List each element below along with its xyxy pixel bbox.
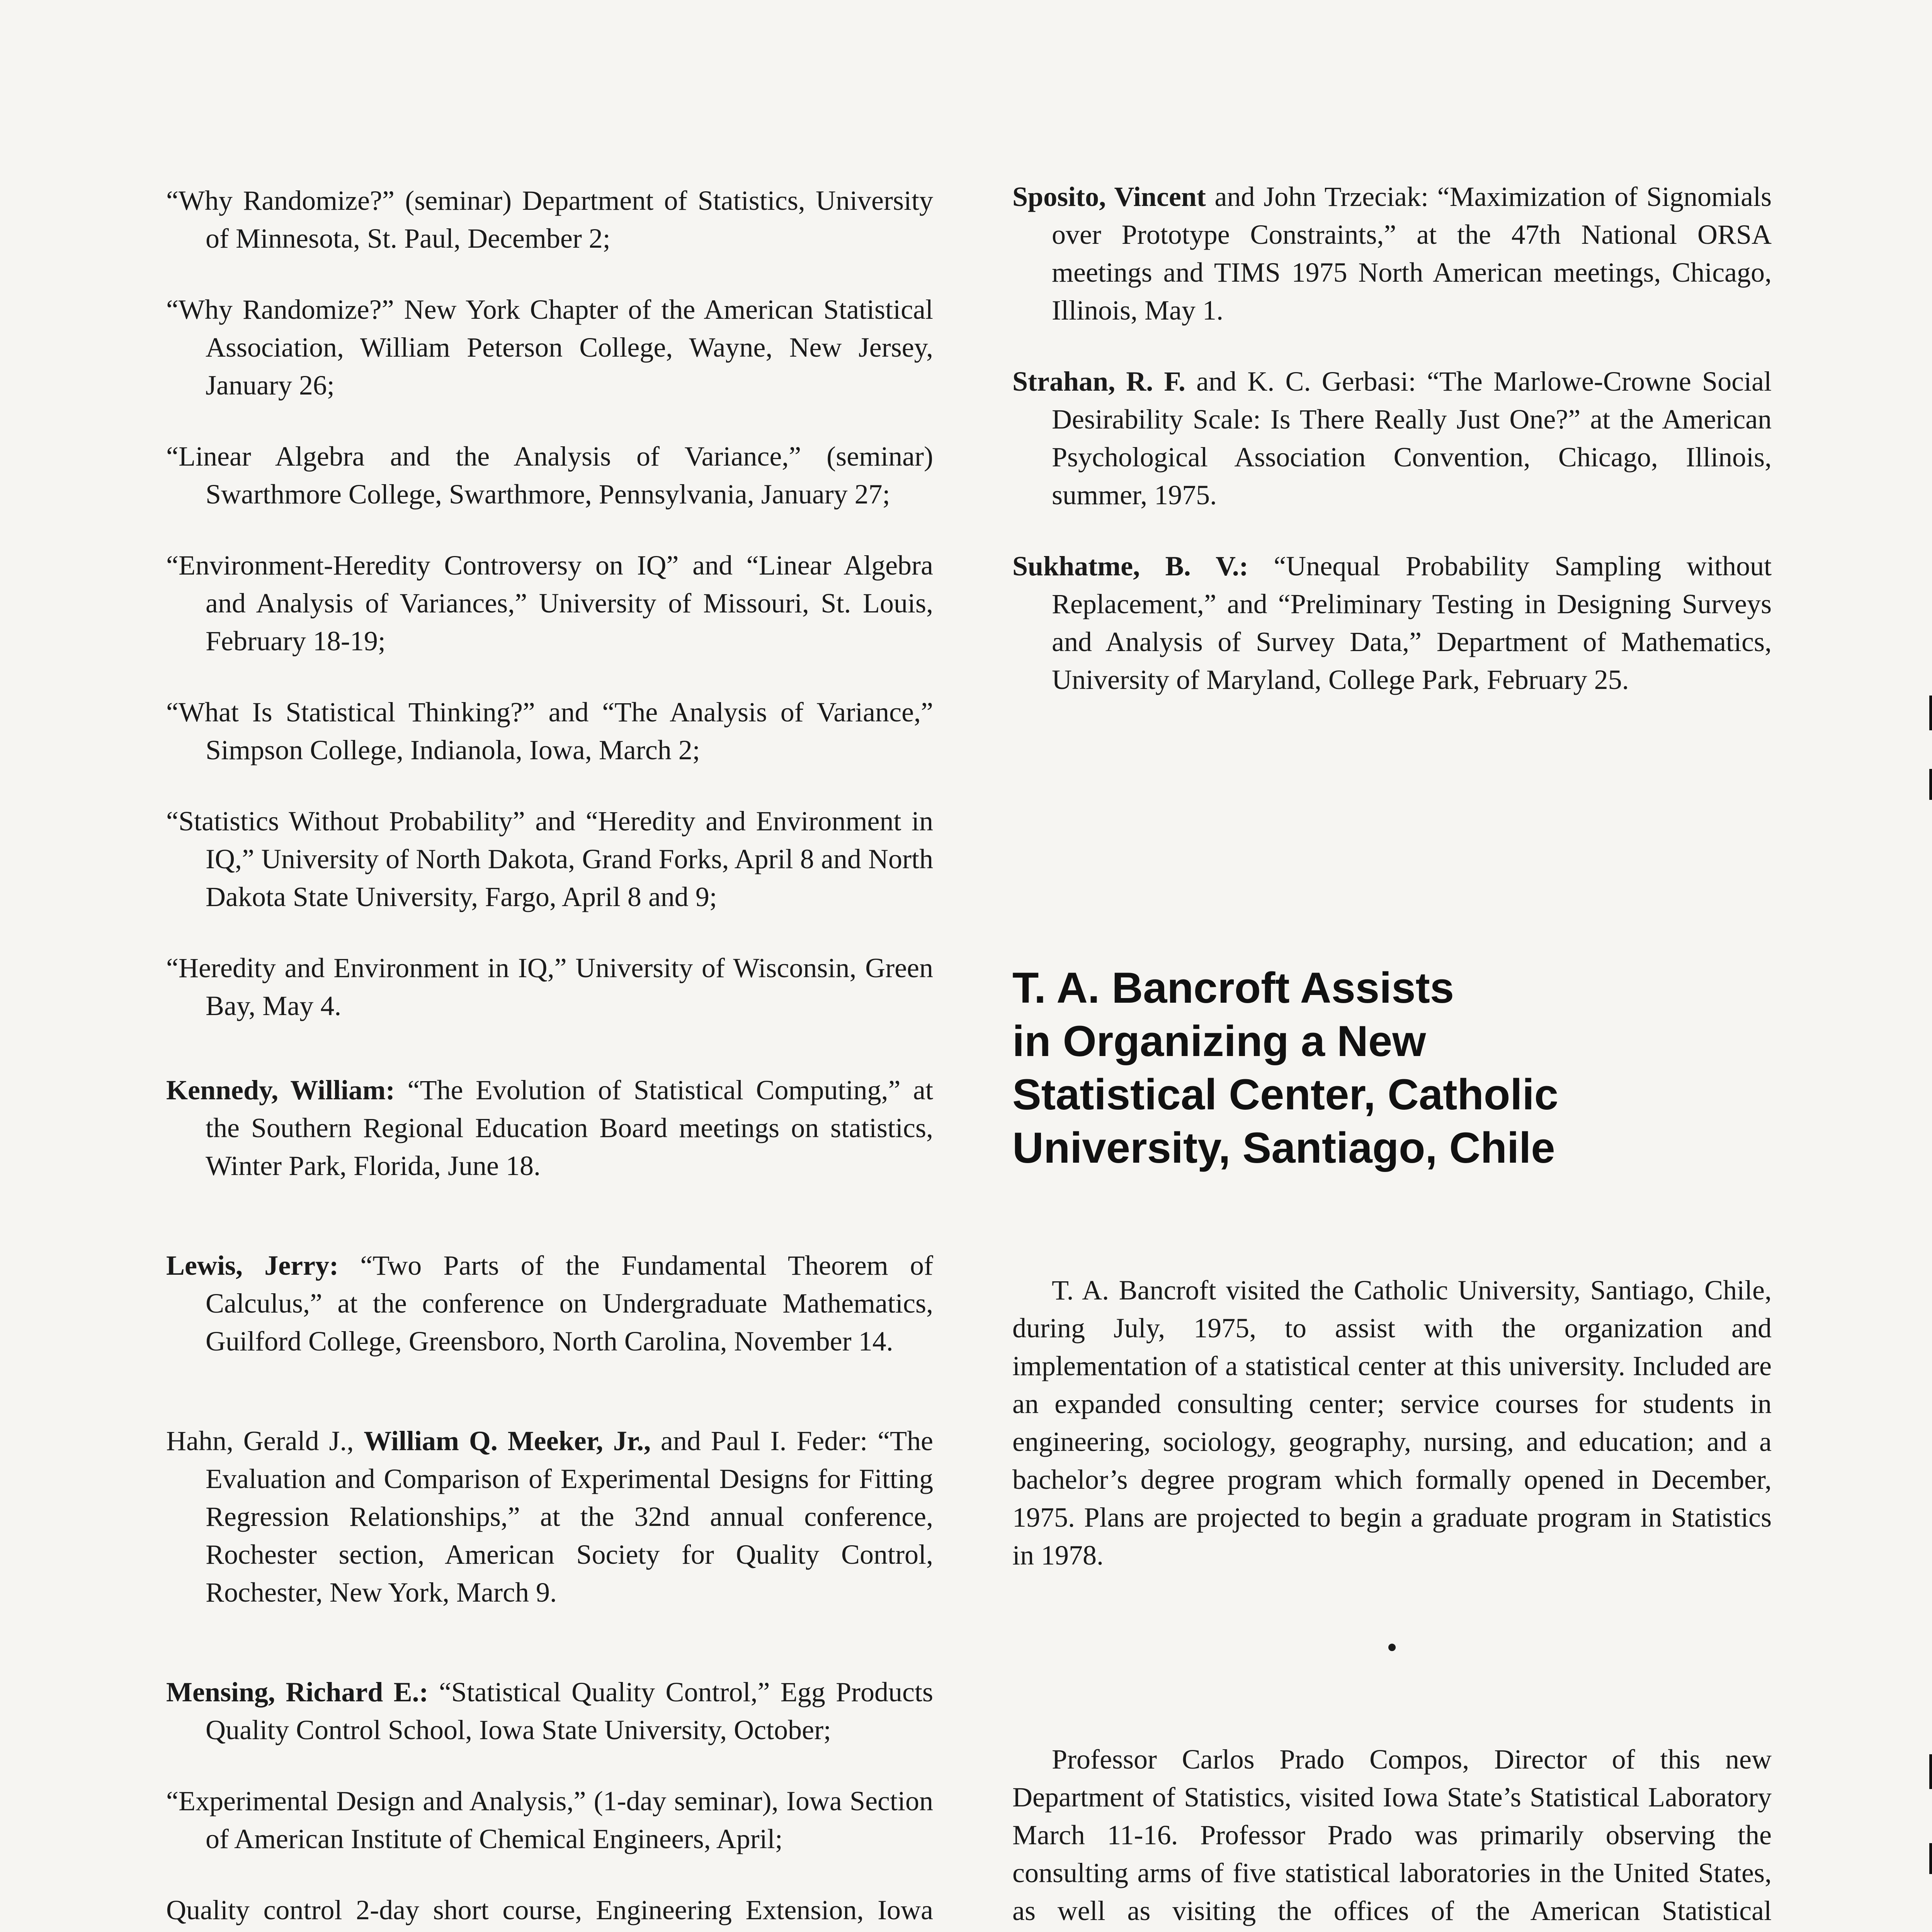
citation-entry: Sposito, Vincent and John Trzeciak: “Maximization of Signomials over Prototype Constraints,” at the 47th National ORSA meetings and TIMS 1975 North American meetings, Chicago, Illinois, May 1. bbox=[1012, 181, 1772, 326]
citation-entry: Lewis, Jerry: “Two Parts of the Fundamental Theorem of Calculus,” at the conference on Undergraduate Mathematics, Guilford College, Greensboro, North Carolina, November 14. bbox=[166, 1250, 933, 1357]
citation-entry: “What Is Statistical Thinking?” and “The Analysis of Variance,” Simpson College, Indianola, Iowa, March 2; bbox=[166, 697, 933, 765]
scan-mark bbox=[1929, 696, 1932, 730]
citation-entry: Strahan, R. F. and K. C. Gerbasi: “The Marlowe-Crowne Social Desirability Scale: Is There Really Just One?” at the American Psychological Association Convention, Chicago, Illinois, summer, 1975. bbox=[1012, 366, 1772, 510]
citation-entry: “Experimental Design and Analysis,” (1-day seminar), Iowa Section of American Institute of Chemical Engineers, April; bbox=[166, 1786, 933, 1854]
author-name: Lewis, Jerry: bbox=[166, 1250, 339, 1281]
right-column bbox=[1012, 178, 1772, 1932]
citation-entry: Mensing, Richard E.: “Statistical Quality Control,” Egg Products Quality Control School, Iowa State University, October; bbox=[166, 1677, 933, 1745]
citation-entry: Sukhatme, B. V.: “Unequal Probability Sampling without Replacement,” and “Preliminary Testing in Designing Surveys and Analysis of Survey Data,” Department of Mathematics, University of Maryland, College Park, February 25. bbox=[1012, 551, 1772, 695]
citation-entry: “Linear Algebra and the Analysis of Variance,” (seminar) Swarthmore College, Swarthmore, Pennsylvania, January 27; bbox=[166, 441, 933, 510]
article-heading: T. A. Bancroft Assists in Organizing a New Statistical Center, Catholic University, Santiago, Chile bbox=[1012, 964, 1558, 1172]
left-column bbox=[166, 182, 933, 1932]
scan-mark bbox=[1929, 1754, 1932, 1789]
author-name: Sposito, Vincent bbox=[1012, 181, 1206, 212]
scan-mark bbox=[1929, 769, 1932, 800]
author-name: Mensing, Richard E.: bbox=[166, 1677, 429, 1708]
citation-entry: “Why Randomize?” New York Chapter of the American Statistical Association, William Peterson College, Wayne, New Jersey, January 26; bbox=[166, 294, 933, 401]
article-paragraph: T. A. Bancroft visited the Catholic University, Santiago, Chile, during July, 1975, to assist with the organization and implementation of a statistical center at this university. Included are an expanded consulting center; service courses for students in engineering, sociology, geography, nursing, and education; and a bachelor’s degree program which formally opened in December, 1975. Plans are projected to begin a graduate program in Statistics in 1978. bbox=[1012, 1275, 1772, 1571]
separator-bullet: • bbox=[1386, 1631, 1398, 1665]
citation-entry: “Heredity and Environment in IQ,” University of Wisconsin, Green Bay, May 4. bbox=[166, 952, 933, 1021]
author-name: William Q. Meeker, Jr., bbox=[364, 1425, 651, 1456]
author-name: Kennedy, William: bbox=[166, 1075, 395, 1105]
author-name: Strahan, R. F. bbox=[1012, 366, 1185, 397]
article-paragraph: Professor Carlos Prado Compos, Director of this new Department of Statistics, visited Iowa State’s Statistical Laboratory March 11-16. Professor Prado was primarily observing the consulting arms of five statistical laboratories in the United States, as well as visiting the offices of the American Statistical bbox=[1012, 1744, 1772, 1926]
citation-entry: Quality control 2-day short course, Engineering Extension, Iowa bbox=[166, 1895, 933, 1925]
scan-mark bbox=[1929, 1843, 1932, 1874]
citation-entry: “Statistics Without Probability” and “Heredity and Environment in IQ,” University of North Dakota, Grand Forks, April 8 and North Dakota State University, Fargo, April 8 and 9; bbox=[166, 806, 933, 912]
author-name: Sukhatme, B. V.: bbox=[1012, 551, 1248, 582]
citation-entry: “Why Randomize?” (seminar) Department of Statistics, University of Minnesota, St. Paul, December 2; bbox=[166, 185, 933, 254]
citation-entry: Hahn, Gerald J., William Q. Meeker, Jr., and Paul I. Feder: “The Evaluation and Comparison of Experimental Designs for Fitting Regression Relationships,” at the 32nd annual conference, Rochester section, American Society for Quality Control, Rochester, New York, March 9. bbox=[166, 1425, 933, 1608]
citation-entry: Kennedy, William: “The Evolution of Statistical Computing,” at the Southern Regional Education Board meetings on statistics, Winter Park, Florida, June 18. bbox=[166, 1075, 933, 1181]
citation-entry: “Environment-Heredity Controversy on IQ” and “Linear Algebra and Analysis of Variances,” University of Missouri, St. Louis, February 18-19; bbox=[166, 550, 933, 656]
